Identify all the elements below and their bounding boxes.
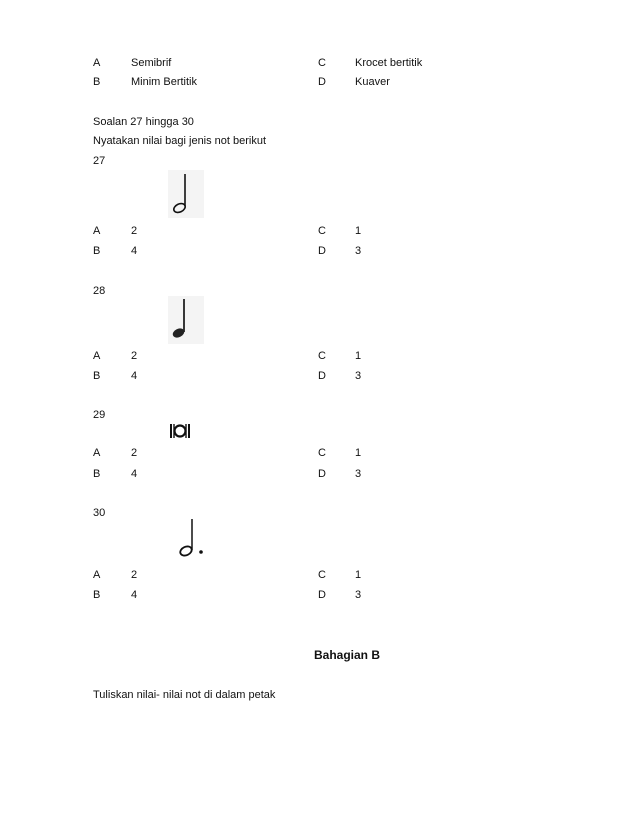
minim-note-icon	[168, 170, 204, 218]
q28-option-d-letter: D	[318, 370, 326, 382]
q27-option-c-letter: C	[318, 225, 326, 237]
breve-note-icon	[169, 423, 191, 439]
question-30-number: 30	[93, 507, 106, 519]
q27-option-d-letter: D	[318, 245, 326, 257]
part-b-heading: Bahagian B	[314, 648, 381, 662]
q29-option-c-value: 1	[355, 447, 362, 459]
q28-option-d-value: 3	[355, 370, 362, 382]
section-instruction: Nyatakan nilai bagi jenis not berikut	[93, 135, 267, 147]
q28-option-b-value: 4	[131, 370, 138, 382]
question-27-number: 27	[93, 155, 106, 167]
q29-option-a-letter: A	[93, 447, 101, 459]
q30-option-b-value: 4	[131, 589, 138, 601]
q29-option-b-letter: B	[93, 468, 101, 480]
q27-option-a-value: 2	[131, 225, 138, 237]
option-c-letter: C	[318, 57, 326, 69]
option-b-letter: B	[93, 76, 101, 88]
q27-option-d-value: 3	[355, 245, 362, 257]
q27-option-c-value: 1	[355, 225, 362, 237]
crotchet-note-icon	[168, 296, 204, 344]
option-d-text: Kuaver	[355, 76, 390, 88]
q30-option-d-letter: D	[318, 589, 326, 601]
q27-option-a-letter: A	[93, 225, 101, 237]
option-d-letter: D	[318, 76, 326, 88]
q28-option-a-letter: A	[93, 350, 101, 362]
q29-option-d-letter: D	[318, 468, 326, 480]
q29-option-a-value: 2	[131, 447, 138, 459]
q27-option-b-value: 4	[131, 245, 138, 257]
q29-option-c-letter: C	[318, 447, 326, 459]
question-28-number: 28	[93, 285, 106, 297]
question-29-number: 29	[93, 409, 106, 421]
q30-option-d-value: 3	[355, 589, 362, 601]
q30-option-a-letter: A	[93, 569, 101, 581]
option-a-text: Semibrif	[131, 57, 172, 69]
q28-option-c-letter: C	[318, 350, 326, 362]
section-title: Soalan 27 hingga 30	[93, 116, 194, 128]
q28-option-a-value: 2	[131, 350, 138, 362]
part-b-instruction: Tuliskan nilai- nilai not di dalam petak	[93, 689, 276, 701]
dotted-minim-note-icon	[172, 517, 212, 562]
option-b-text: Minim Bertitik	[131, 76, 198, 88]
q30-option-c-letter: C	[318, 569, 326, 581]
q30-option-a-value: 2	[131, 569, 138, 581]
q30-option-b-letter: B	[93, 589, 101, 601]
q29-option-b-value: 4	[131, 468, 138, 480]
q28-option-c-value: 1	[355, 350, 362, 362]
q29-option-d-value: 3	[355, 468, 362, 480]
q28-option-b-letter: B	[93, 370, 101, 382]
q30-option-c-value: 1	[355, 569, 362, 581]
option-c-text: Krocet bertitik	[355, 57, 423, 69]
q27-option-b-letter: B	[93, 245, 101, 257]
option-a-letter: A	[93, 57, 101, 69]
